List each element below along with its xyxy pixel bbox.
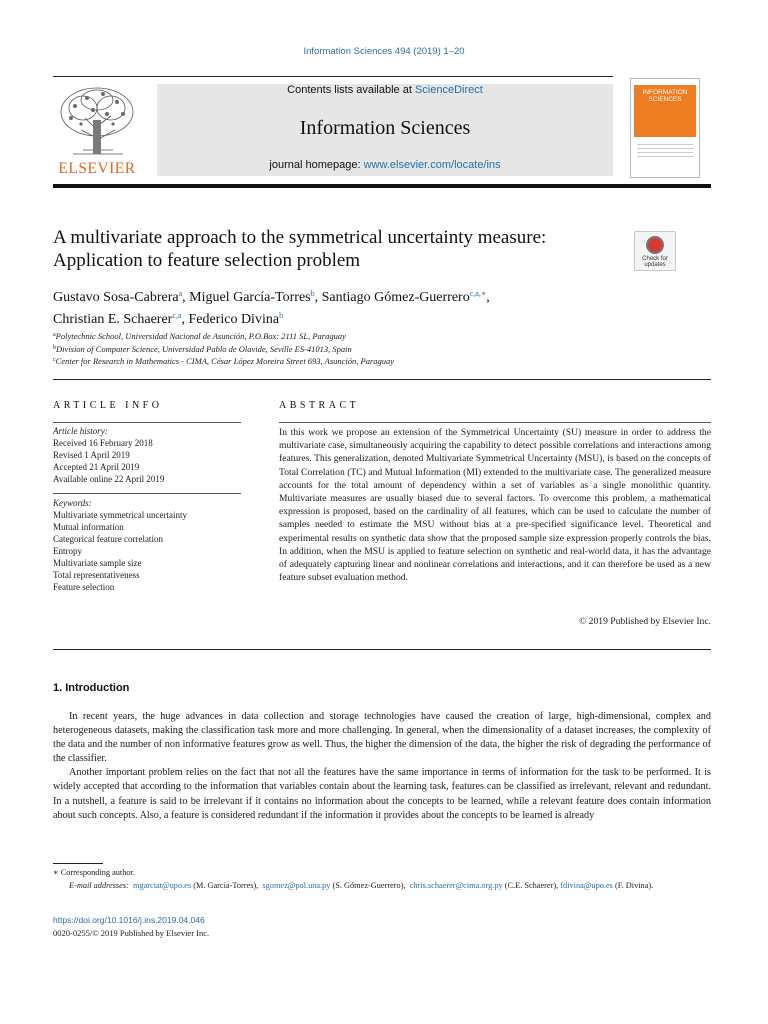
abstract-text: In this work we propose an extension of the Symmetrical Uncertainty (SU) measure in order to address the multivariate case, simultaneously acquiring the capability to detect possible correlations and interactions among features. This generalization, denoted Multivariate Symmetrical Uncertainty (MSU), is based on the concepts of Total Correlation (TC) and Mutual Information (MI) extended to the multivariate case. The generalized measure accounts for the total amount of dependency within a set of variables as a single monolithic quantity. Multivariate measures are usually biased due to several factors. To overcome this problem, a mathematical expression is proposed, based on the cardinality of all features, which can be used to calculate the number of samples needed to estimate the MSU without bias at a pre-specified significance level. Theoretical and experimental results on synthetic data show that the proposed sample size expression properly controls the bias. In addition, when the MSU is applied to feature selection on synthetic and real-world data, it has the advantage of adequately capturing linear and nonlinear correlations and interactions, and it can therefore be used as a new feature subset evaluation method.	[279, 427, 711, 584]
elsevier-logo	[53, 84, 141, 178]
doi-link[interactable]: https://doi.org/10.1016/j.ins.2019.04.046	[53, 915, 205, 925]
affiliation-text: Division of Computer Science, Universidad Pablo de Olavide, Seville ES-41013, Spain	[56, 343, 352, 354]
journal-cover-thumbnail[interactable]	[630, 78, 700, 178]
affiliation-item	[53, 355, 693, 368]
issn-copyright: 0020-0255/© 2019 Published by Elsevier Inc.	[53, 928, 210, 938]
body-text	[53, 710, 711, 823]
corresponding-author-note: ∗ Corresponding author.	[53, 868, 135, 877]
section-heading: 1. Introduction	[53, 682, 130, 694]
author-name[interactable]: Federico Divina	[188, 312, 280, 327]
keywords	[53, 497, 241, 593]
homepage-prefix: journal homepage:	[269, 159, 364, 171]
history-online: Available online 22 April 2019	[53, 474, 165, 484]
history-revised: Revised 1 April 2019	[53, 450, 130, 460]
cover-text-lines	[631, 141, 699, 160]
elsevier-wordmark: ELSEVIER	[58, 160, 136, 177]
affiliation-item	[53, 343, 693, 356]
history-received: Received 16 February 2018	[53, 438, 153, 448]
author-affil-mark[interactable]: b	[310, 289, 315, 298]
journal-homepage-link[interactable]: www.elsevier.com/locate/ins	[363, 159, 501, 171]
affiliations	[53, 330, 693, 368]
crossmark-icon	[646, 236, 664, 254]
keyword-item: Total representativeness	[53, 570, 140, 580]
affiliation-item	[53, 330, 693, 343]
title-bottom-rule	[53, 379, 711, 380]
crossmark-label-line2: updates	[644, 262, 666, 268]
email-link[interactable]: fdivina@upo.es	[560, 880, 613, 890]
abstract-bottom-rule	[53, 649, 711, 650]
affiliation-text: Polytechnic School, Universidad Nacional de Asunción, P.O.Box: 2111 SL, Paraguay	[55, 331, 346, 341]
email-owner: (M. García-Torres),	[193, 880, 259, 890]
affiliation-text: Center for Research in Mathematics - CIMA, César López Moreira Street 693, Asunción, Paraguay	[55, 356, 395, 366]
affiliation-mark: a	[53, 332, 56, 338]
email-link[interactable]: mgarciat@upo.es	[133, 880, 192, 890]
tree-emblem-icon	[53, 84, 141, 158]
footnote-rule	[53, 863, 103, 864]
article-info-rule	[53, 422, 241, 423]
check-for-updates-button[interactable]	[634, 231, 676, 271]
keywords-rule	[53, 493, 241, 494]
body-paragraph: In recent years, the huge advances in data collection and storage technologies have caused the creation of large, high-dimensional, complex and heterogeneous datasets, making the classification task more and more challenging. In general, when the dimensionality of a dataset increases, the complexity of the data and the number of non informative features grow as well. Thus, the higher the dimension of the data, the higher the risk of degrading the performance of the classifier.	[53, 711, 711, 765]
journal-citation[interactable]: Information Sciences 494 (2019) 1–20	[303, 46, 465, 57]
email-owner: (F. Divina).	[614, 880, 654, 890]
article-history	[53, 425, 241, 485]
history-label: Article history:	[53, 426, 108, 436]
email-owner: (C.E. Schaerer),	[504, 880, 559, 890]
keyword-item: Categorical feature correlation	[53, 534, 163, 544]
contents-line	[157, 84, 613, 96]
keyword-item: Entropy	[53, 546, 82, 556]
homepage-line	[157, 159, 613, 171]
author-affil-mark[interactable]: c,a	[172, 311, 182, 320]
affiliation-mark: c	[53, 357, 56, 363]
author-affil-mark[interactable]: b	[279, 311, 284, 320]
crossmark-label	[635, 256, 675, 268]
contents-prefix: Contents lists available at	[287, 84, 415, 96]
cover-orange-panel	[634, 85, 696, 137]
email-link[interactable]: sgomez@pol.una.py	[262, 880, 331, 890]
author-name[interactable]: Santiago Gómez-Guerrero	[321, 290, 470, 305]
email-link[interactable]: chris.schaerer@cima.org.py	[409, 880, 503, 890]
journal-name: Information Sciences	[299, 117, 471, 139]
abstract-heading: ABSTRACT	[279, 400, 360, 411]
keyword-item: Feature selection	[53, 582, 115, 592]
cover-title: INFORMATION SCIENCES	[642, 89, 688, 103]
keyword-item: Mutual information	[53, 522, 124, 532]
email-label: E-mail addresses:	[69, 880, 129, 890]
author-list: Gustavo Sosa-Cabrera$^a$, Miguel García-Torres$^b$, Santiago Gómez-Guerrero$^{c,a,∗}$, Christian E. Schaerer$^{c,a}$, Federico Divina$^b$	[53, 289, 490, 327]
affiliation-mark: b	[53, 344, 56, 351]
article-info-heading: ARTICLE INFO	[53, 400, 163, 411]
author-name[interactable]: Gustavo Sosa-Cabrera	[53, 290, 179, 305]
crossmark-label-line1: Check for	[642, 256, 668, 262]
keyword-item: Multivariate symmetrical uncertainty	[53, 510, 187, 520]
article-title: A multivariate approach to the symmetrical uncertainty measure: Application to feature selection problem	[53, 227, 547, 271]
abstract-copyright: © 2019 Published by Elsevier Inc.	[579, 616, 711, 627]
author-name[interactable]: Christian E. Schaerer	[53, 312, 173, 327]
email-owner: (S. Gómez-Guerrero),	[332, 880, 406, 890]
keywords-label: Keywords:	[53, 498, 92, 508]
keyword-item: Multivariate sample size	[53, 558, 142, 568]
author-affil-mark[interactable]: a	[178, 289, 183, 298]
author-affil-mark[interactable]: c,a,∗	[469, 289, 487, 298]
footnotes	[53, 867, 711, 892]
header-thick-rule	[53, 184, 711, 188]
sciencedirect-link[interactable]: ScienceDirect	[414, 84, 483, 96]
email-addresses	[53, 880, 711, 893]
history-accepted: Accepted 21 April 2019	[53, 462, 140, 472]
body-paragraph: Another important problem relies on the fact that not all the features have the same importance in terms of information for the task to be performed. It is widely accepted that according to the information that variables contain about the learning task, features can be classified as irrelevant, relevant and redundant. In a nutshell, a feature is said to be irrelevant if it contains no information about the concepts to be learned, while a relevant feature does contain information about such concepts. Also, a feature is considered redundant if the information it provides about the concepts to be learned is already	[53, 767, 711, 821]
author-name[interactable]: Miguel García-Torres	[189, 290, 311, 305]
header-top-rule	[53, 76, 613, 77]
abstract-rule	[279, 422, 711, 423]
